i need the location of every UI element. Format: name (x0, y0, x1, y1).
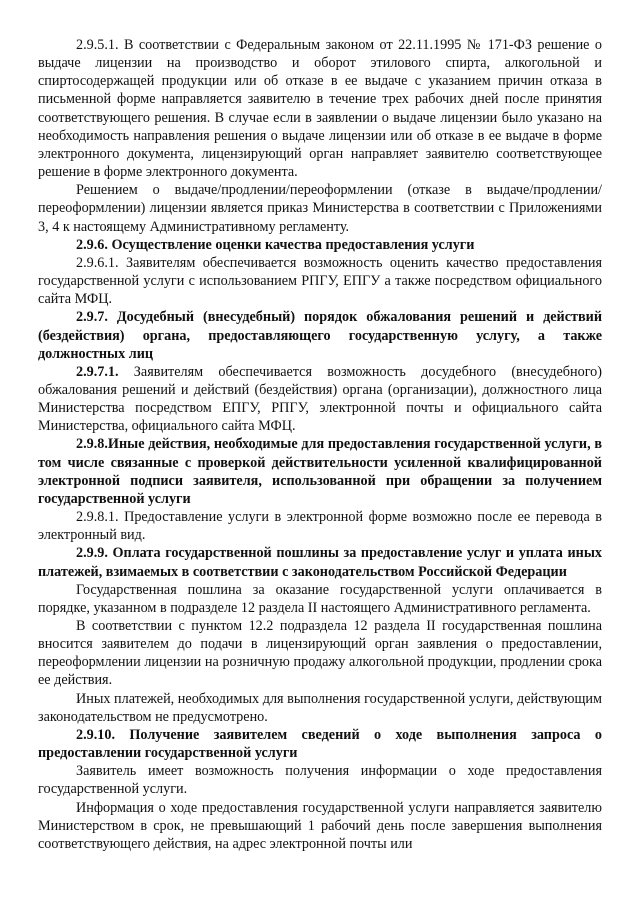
paragraph-fee-1: Государственная пошлина за оказание государственной услуги оплачивается в порядке, указанном в подразделе 12 раздела II настоящего Административного регламента. (38, 581, 602, 616)
paragraph-2-9-5-1: 2.9.5.1. В соответствии с Федеральным законом от 22.11.1995 № 171-ФЗ решение о выдаче лицензии на производство и оборот этилового спирта, алкогольной и спиртосодержащей продукции или об отказе в ее выдаче с указанием причин отказа в письменной форме направляется заявителю в течение трех рабочих дней после принятия соответствующего решения. В случае если в заявлении о выдаче лицензии было указано на необходимость направления решения о выдаче лицензии или об отказе в ее выдаче в форме электронного документа, лицензирующий орган направляет заявителю соответствующее решение в форме электронного документа. (38, 37, 602, 181)
paragraph-info-1: Заявитель имеет возможность получения информации о ходе предоставления государственной услуги. (38, 763, 602, 798)
paragraph-2-9-7-1-number: 2.9.7.1. (76, 363, 119, 380)
heading-2-9-9: 2.9.9. Оплата государственной пошлины за предоставление услуг и уплата иных платежей, взимаемых в соответствии с законодательством Российской Федерации (38, 545, 602, 580)
paragraph-fee-3: Иных платежей, необходимых для выполнения государственной услуги, действующим законодательством не предусмотрено. (38, 690, 602, 725)
paragraph-fee-2: В соответствии с пунктом 12.2 подраздела 12 раздела II государственная пошлина вносится заявителем до подачи в лицензирующий орган заявления о предоставлении, переоформлении лицензии на розничную продажу алкогольной продукции, продлении срока ее действия. (38, 618, 602, 689)
paragraph-info-2: Информация о ходе предоставления государственной услуги направляется заявителю Министерством в срок, не превышающий 1 рабочий день после завершения выполнения соответствующего действия, на адрес электронной почты или (38, 799, 602, 852)
paragraph-decision: Решением о выдаче/продлении/переоформлении (отказе в выдаче/продлении/переоформлении) лицензии является приказ Министерства в соответствии с Приложениями 3, 4 к настоящему Административному регламенту. (38, 182, 602, 235)
heading-2-9-8: 2.9.8.Иные действия, необходимые для предоставления государственной услуги, в том числе связанные с проверкой действительности усиленной квалифицированной электронной подписи заявителя, использованной при обращении за получением государственной услуги (38, 436, 602, 507)
paragraph-2-9-8-1: 2.9.8.1. Предоставление услуги в электронной форме возможно после ее перевода в электронный вид. (38, 509, 602, 544)
heading-2-9-6: 2.9.6. Осуществление оценки качества предоставления услуги (76, 236, 475, 253)
paragraph-2-9-7-1 (38, 363, 602, 436)
heading-2-9-7: 2.9.7. Досудебный (внесудебный) порядок обжалования решений и действий (бездействия) органа, предоставляющего государственную услугу, а также должностных лиц (38, 309, 602, 362)
paragraph-2-9-6-1: 2.9.6.1. Заявителям обеспечивается возможность оценить качество предоставления государственной услуги с использованием РПГУ, ЕПГУ а также посредством официального сайта МФЦ. (38, 254, 602, 308)
heading-2-9-10: 2.9.10. Получение заявителем сведений о ходе выполнения запроса о предоставлении государственной услуги (38, 726, 602, 762)
paragraph-2-9-7-1-text: Заявителям обеспечивается возможность досудебного (внесудебного) обжалования решений и действий (бездействия) органа (организации), должностного лица Министерства посредством ЕПГУ, РПГУ, электронной почты и официального сайта Министерства, официального сайта МФЦ. (38, 363, 602, 435)
